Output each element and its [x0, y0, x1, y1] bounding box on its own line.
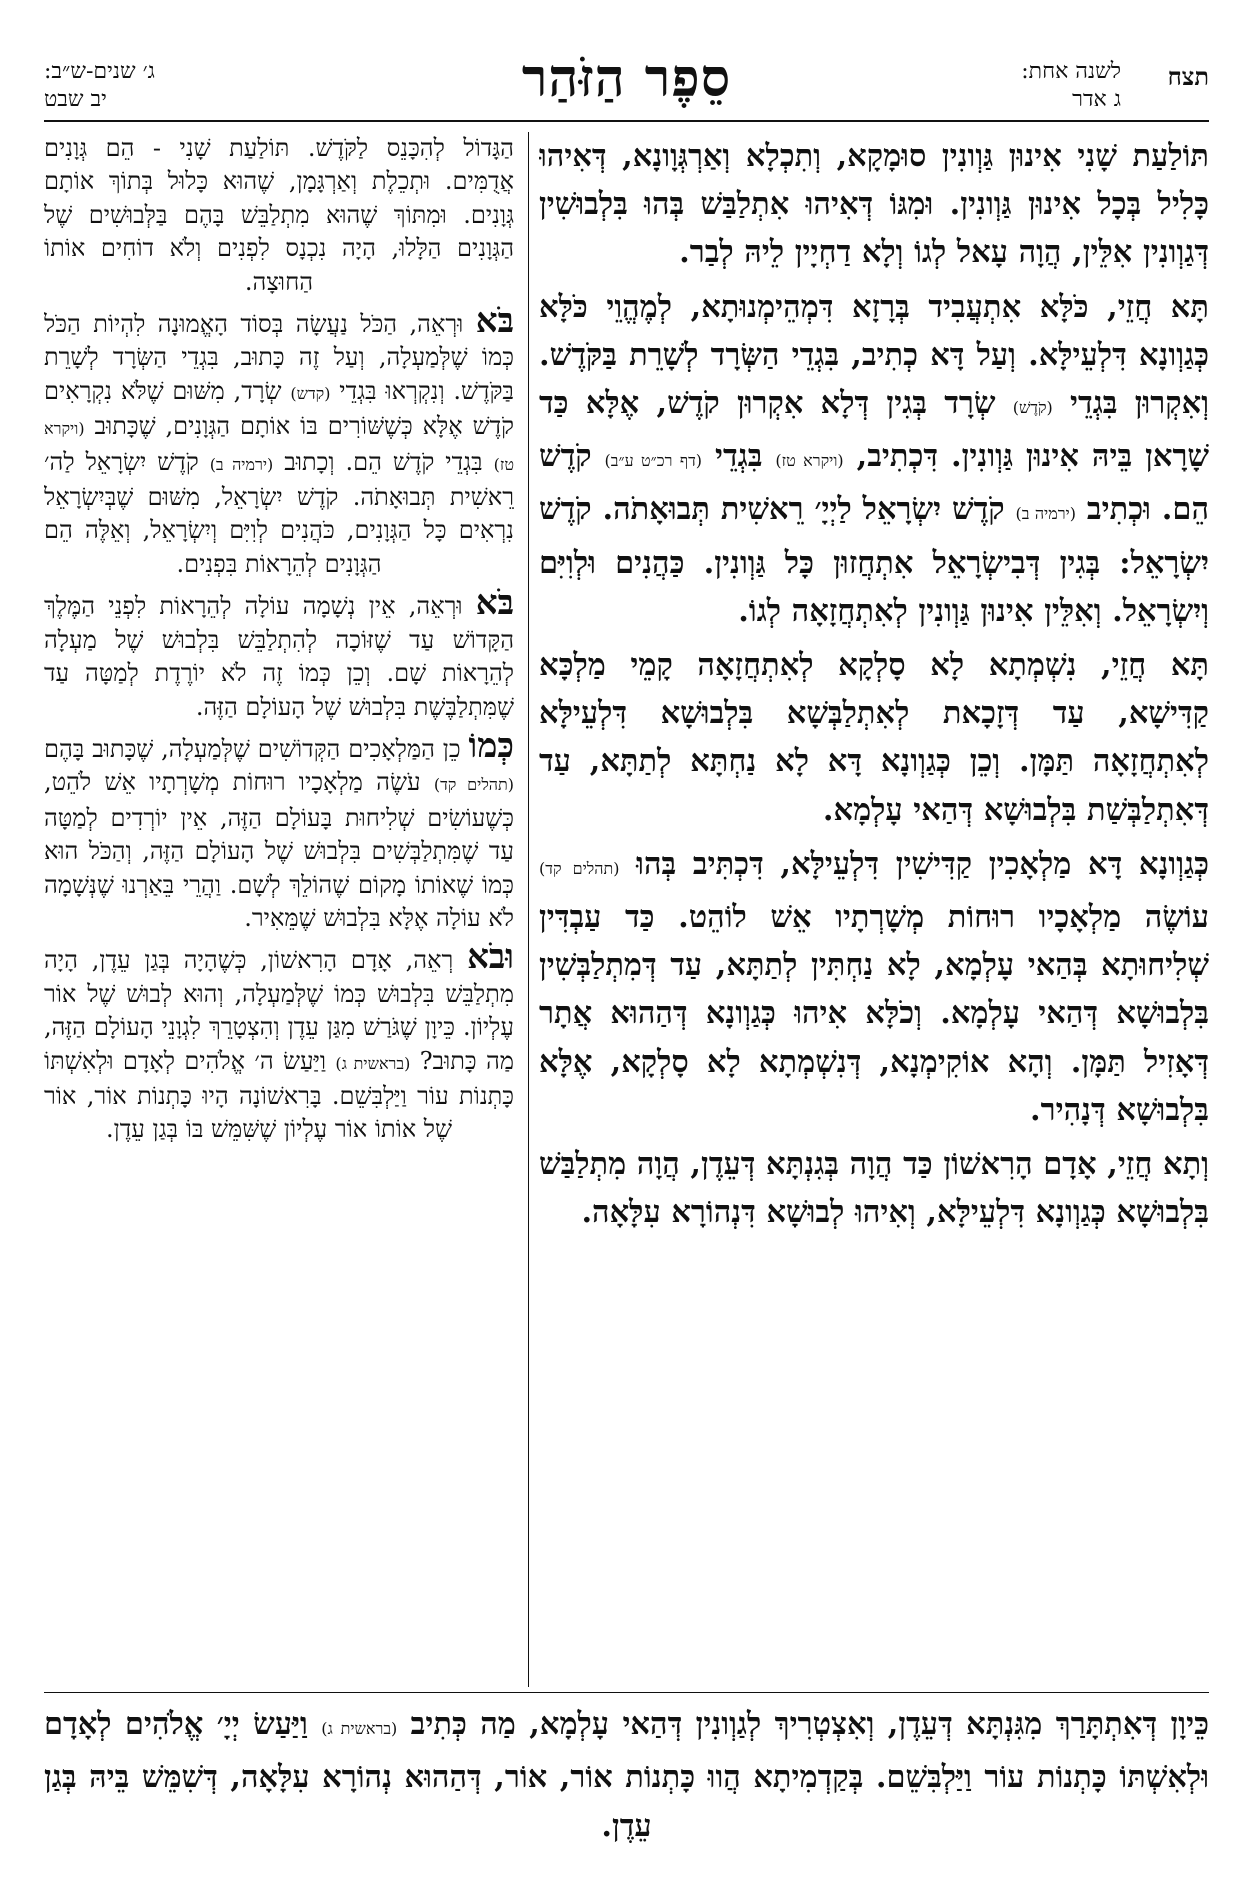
- citation: (ירמיה ב): [209, 454, 274, 474]
- citation: (ירמיה ב): [1015, 504, 1076, 524]
- schedule-date: ג אדר: [1072, 87, 1121, 112]
- citation: (בראשית ג): [335, 1053, 411, 1073]
- schedule-date-left: יב שבט: [44, 87, 107, 112]
- side-paragraph-1: הַגָּדוֹל לְהִכָּנֵס לַקֹּדֶשׁ. תּוֹלַעַת שָׁנִי - הֵם גְּוָנִים אֲדֻמִּים. וּתְכֵלֶת וְאַרְגָּמָן, שֶׁהוּא כָּלוּל בְּתוֹךְ אוֹתָם גְּוָנִים. וּמִתּוֹךְ שֶׁהוּא מִתְלַבֵּשׁ בָּהֶם בַּלְּבוּשִׁים שֶׁל הַגְּוָנִים הַלָּלוּ, הָיָה נִכְנָס לִפְנִים וְלֹא דוֹחִים אוֹתוֹ הַחוּצָה.: [44, 134, 514, 296]
- citation: (דף רכ״ט ע״ב): [604, 451, 703, 471]
- citation: (ויקרא טז): [44, 419, 514, 474]
- side-paragraph-2: בֹּא וּרְאֵה, הַכֹּל נַעֲשָׂה בְּסוֹד הָאֱמוּנָה לִהְיוֹת הַכֹּל כְּמוֹ שֶׁלְּמַעְלָה, וְעַל זֶה כָּתוּב, בִּגְדֵי הַשְּׂרָד לְשָׁרֵת בַּקֹּדֶשׁ. וְנִקְרְאוּ בִּגְדֵי (קדש) שְׂרָד, מִשּׁוּם שֶׁלֹּא נִקְרָאִים קֹדֶשׁ אֶלָּא כְּשֶׁשּׁוֹרִים בּוֹ אוֹתָם הַגְּוָנִים, שֶׁכָּתוּב (ויקרא טז) בִּגְדֵי קֹדֶשׁ הֵם. וְכָתוּב (ירמיה ב) קֹדֶשׁ יִשְׂרָאֵל לַה׳ רֵאשִׁית תְּבוּאָתֹה. קֹדֶשׁ יִשְׂרָאֵל, מִשּׁוּם שֶׁבְּיִשְׂרָאֵל נִרְאִים כָּל הַגְּוָנִים, כֹּהֲנִים לְוִיִּם וְיִשְׂרָאֵל, וְאֵלֶּה הֵם הַגְּוָנִים לְהֵרָאוֹת בִּפְנִים.: [44, 301, 514, 578]
- book-title: סֵפֶר הַזֹּהַר: [521, 48, 732, 109]
- page-number: תצח: [1167, 62, 1209, 91]
- column-divider: [528, 132, 529, 1687]
- schedule-label-left: ג׳ שנים-ש״ב:: [44, 59, 155, 84]
- citation: (קדש): [290, 383, 331, 403]
- citation: (תהלים קד): [433, 775, 514, 795]
- hebrew-translation-column: [44, 132, 514, 1692]
- side-paragraph-5: וּבֹא רְאֵה, אָדָם הָרִאשׁוֹן, כְּשֶׁהָיָה בְּגַן עֵדֶן, הָיָה מִתְלַבֵּשׁ בִּלְבוּשׁ כְּמוֹ שֶׁלְּמַעְלָה, וְהוּא לְבוּשׁ שֶׁל אוֹר עֶלְיוֹן. כֵּיוָן שֶׁגֹּרַשׁ מִגַּן עֵדֶן וְהִצְטָרֵךְ לִגְוָנֵי הָעוֹלָם הַזֶּה, מַה כָּתוּב? (בראשית ג) וַיַּעַשׂ ה׳ אֱלֹהִים לְאָדָם וּלְאִשְׁתּוֹ כָּתְנוֹת עוֹר וַיַּלְבִּשֵׁם. בָּרִאשׁוֹנָה הָיוּ כָּתְנוֹת אוֹר, אוֹר שֶׁל אוֹתוֹ אוֹר עֶלְיוֹן שֶׁשִּׁמֵּשׁ בּוֹ בְּגַן עֵדֶן.: [44, 937, 514, 1144]
- columns-bottom-rule: [44, 1692, 1209, 1693]
- citation: (ויקרא טז): [775, 451, 844, 471]
- citation: (בראשית ג): [321, 1719, 398, 1738]
- full-width-paragraph: כֵּיוָן דְּאִתְתָּרַךְ מִגִּנְתָּא דְּעֵדֶן, וְאִצְטְרִיךְ לְגַוְונִין דְּהַאי עָלְמָא, מַה כְּתִיב (בראשית ג) וַיַּעַשׂ יְיָ׳ אֱלֹהִים לְאָדָם וּלְאִשְׁתּוֹ כָּתְנוֹת עוֹר וַיַּלְבִּשֵׁם. בְּקַדְמִיתָא הֲווּ כָּתְנוֹת אוֹר, אוֹר, דְּהַהוּא נְהוֹרָא עִלָּאָה, דְּשִׁמֵּשׁ בֵּיהּ בְּגַן עֵדֶן.: [44, 1706, 1210, 1844]
- header-schedule-left: [44, 58, 155, 114]
- main-paragraph-5: וְתָא חֲזֵי, אָדָם הָרִאשׁוֹן כַּד הֲוָה בְּגִנְתָּא דְּעֵדֶן, הֲוָה מִתְלַבַּשׁ בִּלְבוּשָׁא כְּגַוְונָא דִּלְעֵילָּא, וְאִיהוּ לְבוּשָׁא דִּנְהוֹרָא עִלָּאָה.: [539, 1146, 1209, 1231]
- schedule-label: לשנה אחת:: [1021, 59, 1121, 84]
- page-header: [44, 28, 1209, 120]
- side-paragraph-3: בֹּא וּרְאֵה, אֵין נְשָׁמָה עוֹלָה לְהֵרָאוֹת לִפְנֵי הַמֶּלֶךְ הַקָּדוֹשׁ עַד שֶׁזּוֹכָה לְהִתְלַבֵּשׁ בִּלְבוּשׁ שֶׁל מַעְלָה לְהֵרָאוֹת שָׁם. וְכֵן כְּמוֹ זֶה לֹא יוֹרֶדֶת לְמַטָּה עַד שֶׁמִּתְלַבֶּשֶׁת בִּלְבוּשׁ שֶׁל הָעוֹלָם הַזֶּה.: [44, 583, 514, 721]
- zohar-page: [44, 28, 1209, 1858]
- main-paragraph-1: תּוֹלַעַת שָׁנִי אִינוּן גַּוְונִין סוּמָקָא, וְתִכְלָא וְאַרְגְּוָונָא, דְּאִיהוּ כָּלִיל בְּכָל אִינוּן גַּוְונִין. וּמִגּוֹ דְּאִיהוּ אִתְלַבַּשׁ בְּהוּ בִּלְבוּשִׁין דְּגַוְונִין אִלֵּין, הֲוָה עָאל לְגוֹ וְלָא דַחְיָין לֵיהּ לְבַר.: [539, 138, 1209, 271]
- citation: (תהלים קד): [539, 858, 620, 878]
- citation: (קֹדֶשׁ): [1012, 398, 1053, 418]
- header-rule: [44, 120, 1209, 122]
- main-paragraph-4: כְּגַוְונָא דָּא מַלְאָכִין קַדִּישִׁין דִּלְעֵילָּא, דִּכְתִּיב בְּהוּ (תהלים קד) עוֹשֶׂה מַלְאָכָיו רוּחוֹת מְשָׁרְתָיו אֵשׁ לוֹהֵט. כַּד עַבְדִּין שְׁלִיחוּתָא בְּהַאי עָלְמָא, לָא נַחְתִּין לְתַתָּא, עַד דְּמִתְלַבְּשִׁין בִּלְבוּשָׁא דְּהַאי עָלְמָא. וְכֹלָּא אִיהוּ כְּגַוְונָא דְּהַהוּא אֲתָר דְּאָזִיל תַּמָּן. וְהָא אוֹקִימְנָא, דְּנִשְׁמְתָא לָא סָלְקָא, אֶלָּא בִּלְבוּשָׁא דְּנָהִיר.: [539, 845, 1209, 1128]
- aramaic-column: [539, 132, 1209, 1692]
- main-paragraph-3: תָּא חֲזֵי, נִשְׁמְתָא לָא סָלְקָא לְאִתְחֲזָאָה קָמֵי מַלְכָּא קַדִּישָׁא, עַד דְּזָכָאת לְאִתְלַבְּשָׁא בִּלְבוּשָׁא דִּלְעֵילָּא לְאִתְחֲזָאָה תַּמָּן. וְכֵן כְּגַוְונָא דָּא לָא נַחְתָּא לְתַתָּא, עַד דְּאִתְלַבְּשַׁת בִּלְבוּשָׁא דְּהַאי עָלְמָא.: [539, 647, 1209, 828]
- main-paragraph-2: תָּא חֲזֵי, כֹּלָּא אִתְעֲבִיד בְּרָזָא דִּמְהֵימְנוּתָא, לְמֶהֱוֵי כֹּלָּא כְּגַוְונָא דִּלְעֵילָּא. וְעַל דָּא כְתִיב, בִּגְדֵי הַשְּׂרָד לְשָׁרֵת בַּקֹּדֶשׁ. וְאִקְרוּן בִּגְדֵי (קֹדֶשׁ) שְׂרָד בְּגִין דְּלָא אִקְרוּן קֹדֶשׁ, אֶלָּא כַּד שָׁרָאן בֵּיהּ אִינוּן גַּוְונִין. דִּכְתִיב, (ויקרא טז) בִּגְדֵי (דף רכ״ט ע״ב) קֹדֶשׁ הֵם. וּכְתִיב (ירמיה ב) קֹדֶשׁ יִשְׂרָאֵל לַיְיָ׳ רֵאשִׁית תְּבוּאָתֹה. קֹדֶשׁ יִשְׂרָאֵל: בְּגִין דְּבִישְׂרָאֵל אִתְחֲזוּן כָּל גַּוְונִין. כַּהֲנִים וּלְוִיִּם וְיִשְׂרָאֵל. וְאִלֵּין אִינוּן גַּוְונִין לְאִתְחֲזָאָה לְגוֹ.: [539, 288, 1209, 629]
- side-paragraph-4: כְּמוֹ כֵן הַמַּלְאָכִים הַקְּדוֹשִׁים שֶׁלְּמַעְלָה, שֶׁכָּתוּב בָּהֶם (תהלים קד) עֹשֶׂה מַלְאָכָיו רוּחוֹת מְשָׁרְתָיו אֵשׁ לֹהֵט, כְּשֶׁעוֹשִׂים שְׁלִיחוּת בָּעוֹלָם הַזֶּה, אֵין יוֹרְדִים לְמַטָּה עַד שֶׁמִּתְלַבְּשִׁים בִּלְבוּשׁ שֶׁל הָעוֹלָם הַזֶּה, וְהַכֹּל הוּא כְּמוֹ שֶׁאוֹתוֹ מָקוֹם שֶׁהוֹלֵךְ לְשָׁם. וַהֲרֵי בֵּאַרְנוּ שֶׁנְּשָׁמָה לֹא עוֹלָה אֶלָּא בִּלְבוּשׁ שֶׁמֵּאִיר.: [44, 725, 514, 932]
